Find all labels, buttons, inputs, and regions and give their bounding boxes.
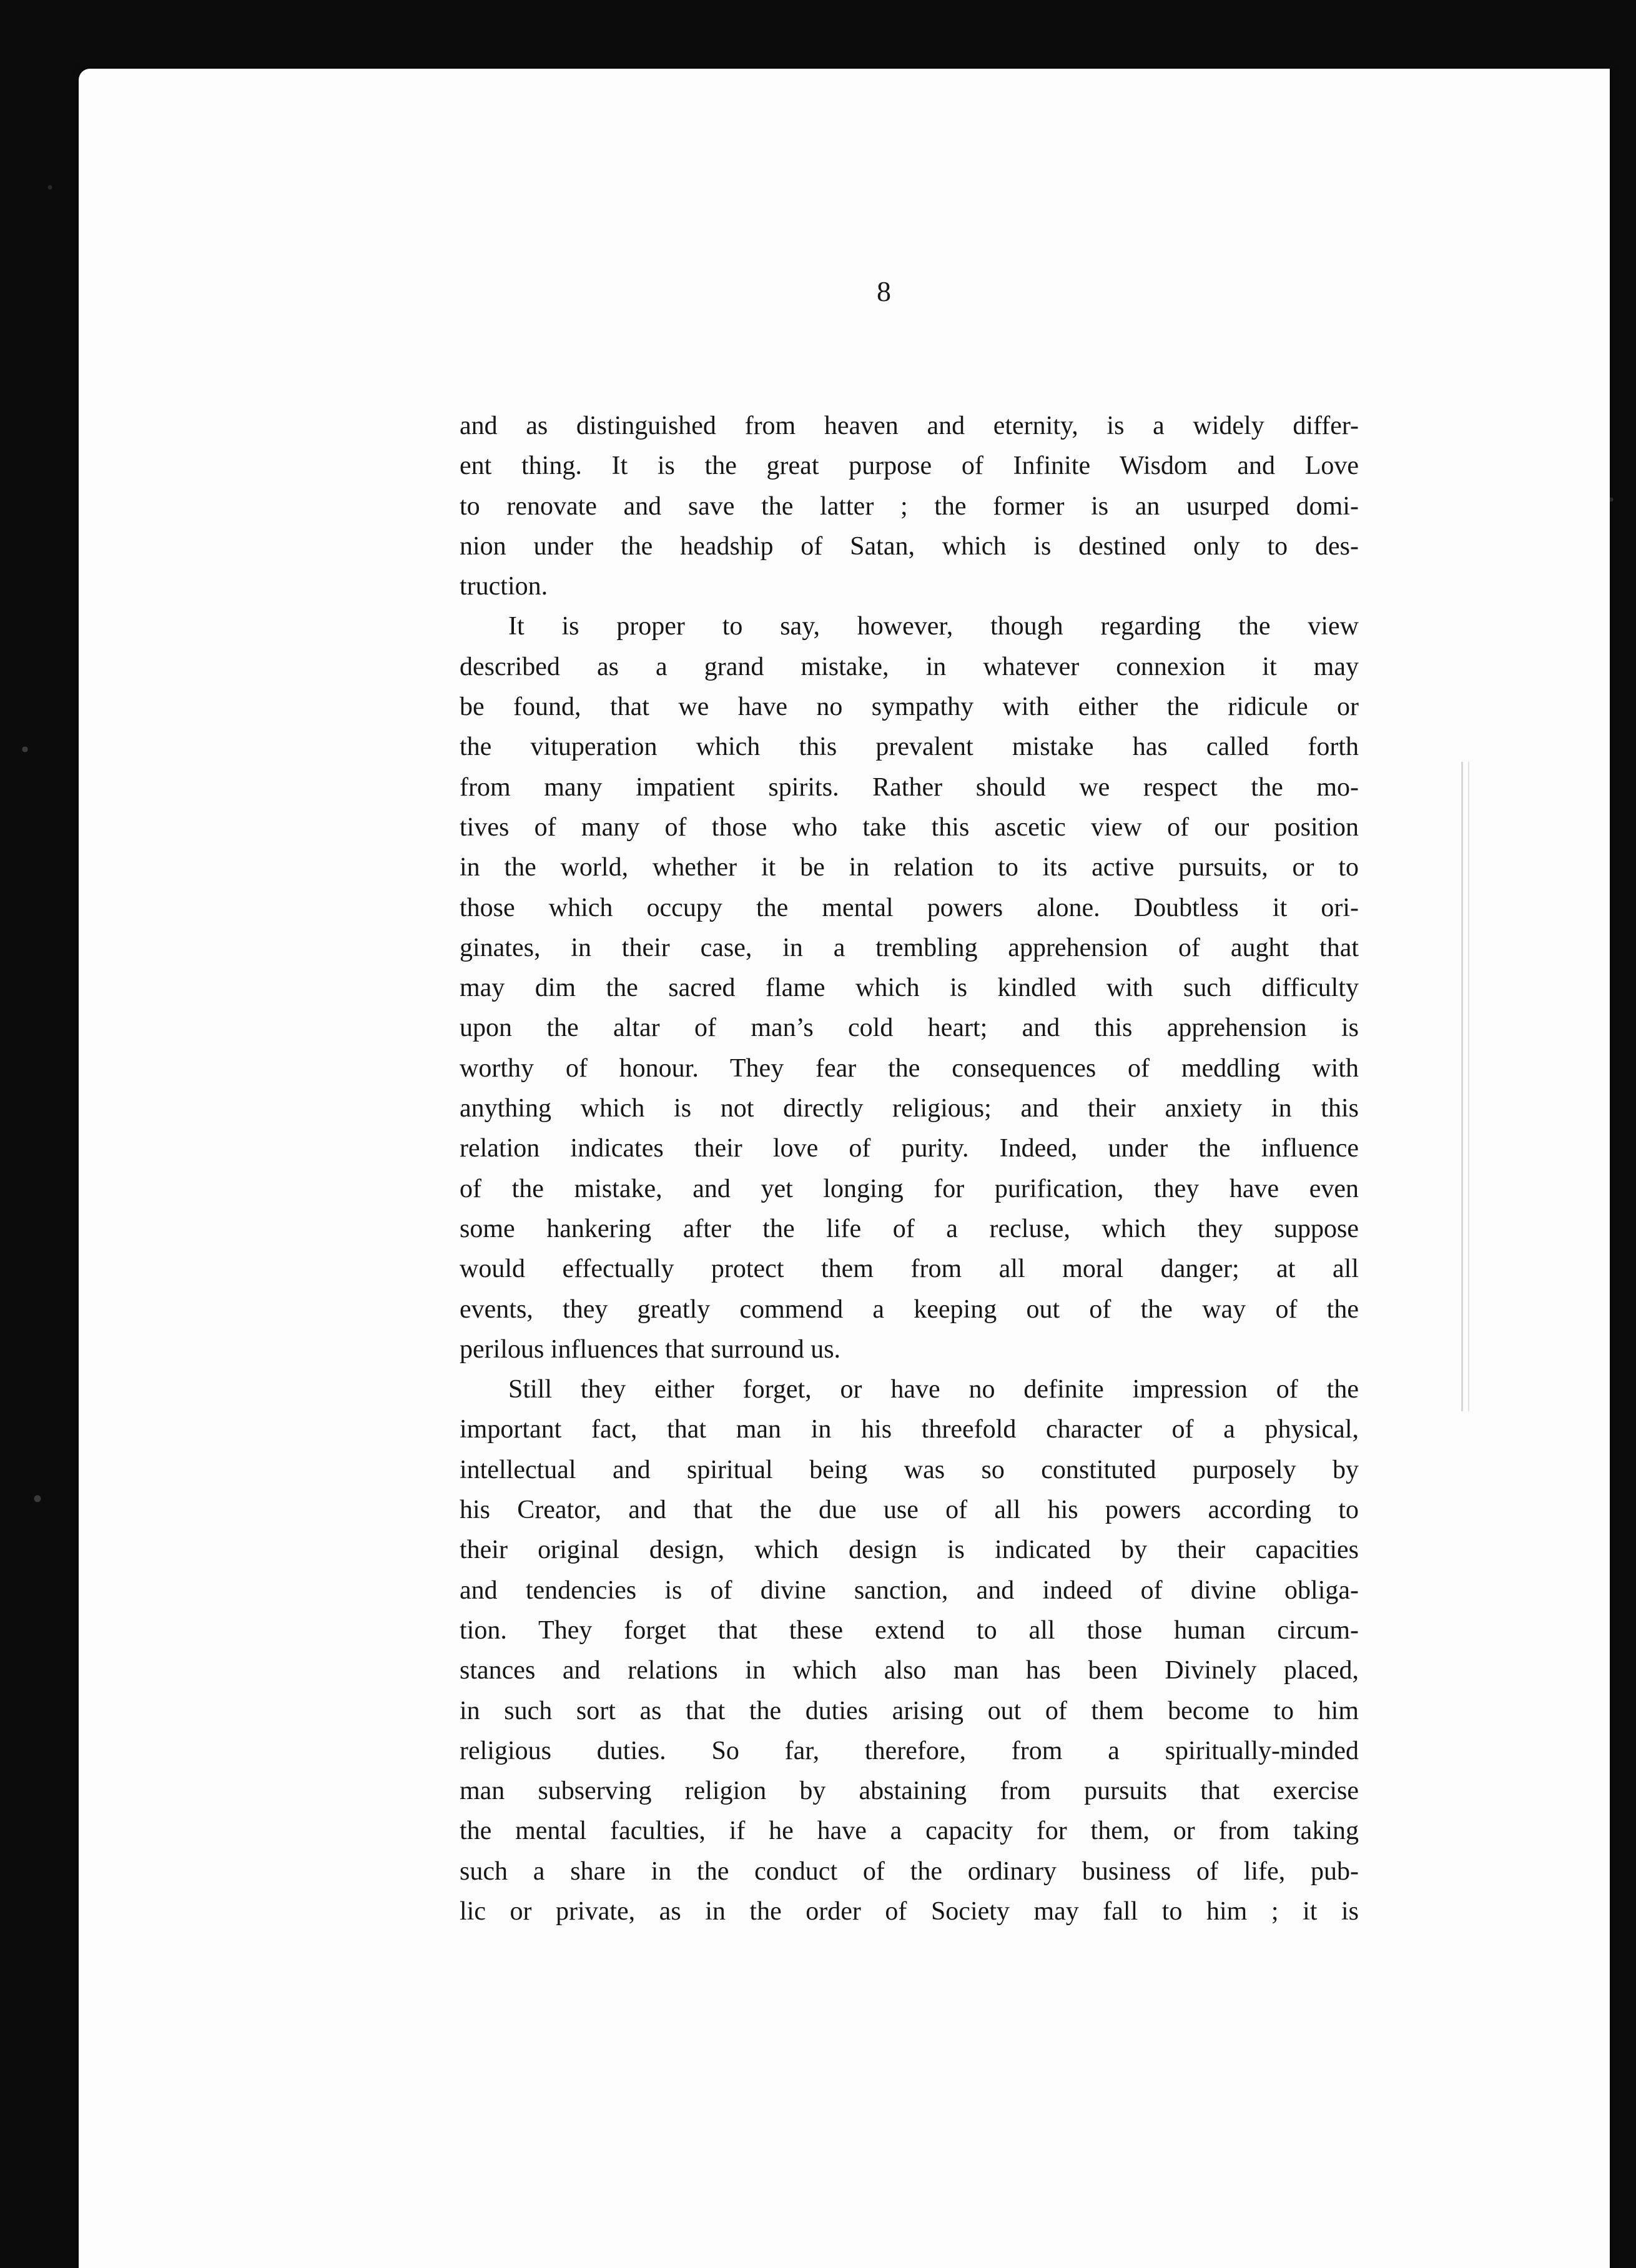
text-line: worthy of honour. They fear the consequences of meddling with: [460, 1053, 1359, 1083]
text-line: nion under the headship of Satan, which is destined only to des-: [460, 531, 1359, 561]
page-number: 8: [877, 275, 892, 307]
text-line: lic or private, as in the order of Society may fall to him ; it is: [460, 1896, 1359, 1926]
text-line: upon the altar of man’s cold heart; and this apprehension is: [460, 1013, 1359, 1043]
text-line: the mental faculties, if he have a capacity for them, or from taking: [460, 1817, 1359, 1846]
text-line: tion. They forget that these extend to all those human circum-: [460, 1615, 1359, 1645]
document-page: [79, 69, 1610, 2268]
text-line: relation indicates their love of purity. Indeed, under the influence: [460, 1134, 1359, 1163]
text-line: anything which is not directly religious; and their anxiety in this: [460, 1094, 1359, 1123]
text-line: would effectually protect them from all moral danger; at all: [460, 1255, 1359, 1284]
text-line: described as a grand mistake, in whatever connexion it may: [460, 652, 1359, 681]
text-line: religious duties. So far, therefore, from a spiritually-minded: [460, 1736, 1359, 1765]
text-line: stances and relations in which also man has been Divinely placed,: [460, 1656, 1359, 1685]
text-line: events, they greatly commend a keeping out of the way of the: [460, 1294, 1359, 1324]
text-line: important fact, that man in his threefold character of a physical,: [460, 1415, 1359, 1444]
text-line: their original design, which design is indicated by their capacities: [460, 1536, 1359, 1565]
text-line: from many impatient spirits. Rather should we respect the mo-: [460, 772, 1359, 802]
text-line: tives of many of those who take this ascetic view of our position: [460, 812, 1359, 842]
text-line: be found, that we have no sympathy with either the ridicule or: [460, 693, 1359, 722]
text-line: in such sort as that the duties arising out of them become to him: [460, 1696, 1359, 1725]
text-line: of the mistake, and yet longing for purification, they have even: [460, 1174, 1359, 1203]
text-line: such a share in the conduct of the ordinary business of life, pub-: [460, 1856, 1359, 1886]
text-line: intellectual and spiritual being was so constituted purposely by: [460, 1455, 1359, 1484]
text-line: his Creator, and that the due use of all his powers according to: [460, 1496, 1359, 1525]
text-line: man subserving religion by abstaining from pursuits that exercise: [460, 1777, 1359, 1806]
text-line: the vituperation which this prevalent mistake has called forth: [460, 732, 1359, 762]
text-line: those which occupy the mental powers alone. Doubtless it ori-: [460, 893, 1359, 922]
text-line: perilous influences that surround us.: [460, 1334, 841, 1364]
body-text: [460, 406, 1359, 1931]
text-line: in the world, whether it be in relation to its active pursuits, or to: [460, 853, 1359, 882]
text-line: ent thing. It is the great purpose of Infinite Wisdom and Love: [460, 451, 1359, 481]
text-line: truction.: [460, 572, 548, 601]
text-line: may dim the sacred flame which is kindled with such difficulty: [460, 974, 1359, 1003]
text-line: ginates, in their case, in a trembling apprehension of aught that: [460, 933, 1359, 962]
text-line: Still they either forget, or have no definite impression of the: [508, 1375, 1359, 1404]
margin-scan-mark: [1461, 762, 1469, 1411]
text-line: and tendencies is of divine sanction, and indeed of divine obliga-: [460, 1575, 1359, 1605]
text-line: It is proper to say, however, though regarding the view: [508, 612, 1359, 641]
text-line: some hankering after the life of a recluse, which they suppose: [460, 1214, 1359, 1243]
text-line: and as distinguished from heaven and eternity, is a widely differ-: [460, 412, 1359, 440]
text-line: to renovate and save the latter ; the former is an usurped domi-: [460, 491, 1359, 521]
